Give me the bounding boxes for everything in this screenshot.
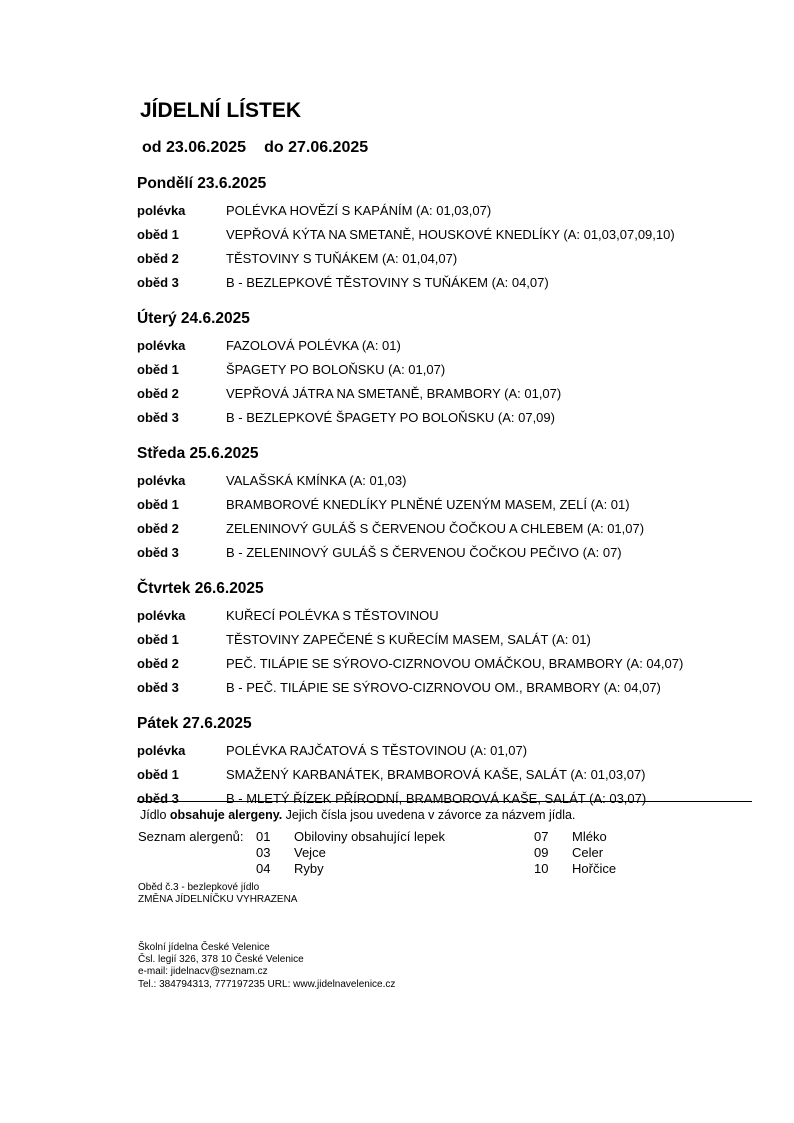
meal-label: oběd 3 [137,275,179,290]
allergen-number: 04 [256,861,271,876]
allergen-note-rest: Jejich čísla jsou uvedena v závorce za názvem jídla. [282,808,576,822]
meal-label: oběd 2 [137,251,179,266]
days-list [137,173,737,824]
meal-label: oběd 3 [137,410,179,425]
meal-row [137,199,737,223]
meal-name: POLÉVKA HOVĚZÍ S KAPÁNÍM (A: 01,03,07) [226,203,492,218]
meal-name: ŠPAGETY PO BOLOŇSKU (A: 01,07) [226,362,446,377]
footer-phone-url: Tel.: 384794313, 777197235 URL: www.jidelnavelenice.cz [138,978,396,990]
meal-name: TĚSTOVINY S TUŇÁKEM (A: 01,04,07) [226,251,458,266]
allergen-number: 10 [534,861,549,876]
meal-label: polévka [137,203,186,218]
allergen-column-right [534,829,616,877]
footer-name: Školní jídelna České Velenice [138,942,270,953]
meal-label: oběd 1 [137,227,179,242]
meal-row [137,541,737,565]
day-title: Pondělí 23.6.2025 [137,175,267,192]
allergen-number: 03 [256,845,271,860]
meal-label: oběd 3 [137,791,179,806]
allergen-item [256,861,445,877]
meal-name: BRAMBOROVÉ KNEDLÍKY PLNĚNÉ UZENÝM MASEM, ZELÍ (A: 01) [226,497,630,512]
meal-name: FAZOLOVÁ POLÉVKA (A: 01) [226,338,401,353]
day-section [137,308,737,430]
meal-row [137,223,737,247]
page-title: JÍDELNÍ LÍSTEK [140,99,302,122]
note-gluten-free: Oběd č.3 - bezlepkové jídlo [138,882,260,893]
meal-row [137,517,737,541]
meal-row [137,604,737,628]
day-title: Středa 25.6.2025 [137,445,259,462]
allergen-item [534,845,616,861]
meal-label: oběd 3 [137,680,179,695]
meal-row [137,358,737,382]
allergen-note-prefix: Jídlo [140,808,170,822]
meal-label: polévka [137,743,186,758]
meal-row [137,271,737,295]
day-section [137,173,737,295]
allergen-item [256,829,445,845]
meal-row [137,763,737,787]
day-section [137,443,737,565]
meal-name: B - BEZLEPKOVÉ TĚSTOVINY S TUŇÁKEM (A: 04,07) [226,275,549,290]
meal-name: ZELENINOVÝ GULÁŠ S ČERVENOU ČOČKOU A CHLEBEM (A: 01,07) [226,521,645,536]
period-to: do 27.06.2025 [264,139,369,156]
allergen-note-bold: obsahuje alergeny. [169,808,283,822]
meal-label: oběd 1 [137,767,179,782]
meal-name: B - ZELENINOVÝ GULÁŠ S ČERVENOU ČOČKOU PEČIVO (A: 07) [226,545,622,560]
meal-row [137,406,737,430]
day-section [137,578,737,700]
meal-row [137,739,737,763]
allergen-number: 07 [534,829,549,844]
allergen-list-label: Seznam alergenů: [138,829,244,844]
meal-label: oběd 2 [137,386,179,401]
menu-notes [138,882,297,906]
meal-name: B - BEZLEPKOVÉ ŠPAGETY PO BOLOŇSKU (A: 07,09) [226,410,555,425]
meal-label: polévka [137,338,186,353]
allergen-item [256,845,445,861]
meal-row [137,493,737,517]
meal-row [137,382,737,406]
meal-row [137,676,737,700]
meal-label: oběd 1 [137,362,179,377]
note-change-reserved: ZMĚNA JÍDELNÍČKU VYHRAZENA [138,894,298,905]
allergen-name: Ryby [294,861,324,876]
meal-name: PEČ. TILÁPIE SE SÝROVO-CIZRNOVOU OMÁČKOU, BRAMBORY (A: 04,07) [226,656,684,671]
day-title: Pátek 27.6.2025 [137,715,252,732]
allergen-name: Vejce [294,845,326,860]
meal-label: oběd 2 [137,656,179,671]
meal-label: oběd 2 [137,521,179,536]
meal-row [137,247,737,271]
allergen-name: Obiloviny obsahující lepek [294,829,446,844]
meal-name: KUŘECÍ POLÉVKA S TĚSTOVINOU [226,608,439,623]
meal-name: B - PEČ. TILÁPIE SE SÝROVO-CIZRNOVOU OM., BRAMBORY (A: 04,07) [226,680,661,695]
day-title: Úterý 24.6.2025 [137,310,250,327]
allergen-note [140,808,575,822]
allergen-name: Mléko [572,829,607,844]
allergen-item [534,861,616,877]
meal-label: oběd 1 [137,497,179,512]
meal-row [137,652,737,676]
allergen-column-left [256,829,445,877]
allergen-name: Hořčice [572,861,617,876]
meal-name: VEPŘOVÁ KÝTA NA SMETANĚ, HOUSKOVÉ KNEDLÍKY (A: 01,03,07,09,10) [226,227,675,242]
menu-period [142,139,386,157]
allergen-number: 01 [256,829,271,844]
meal-row [137,628,737,652]
period-from: od 23.06.2025 [142,139,247,156]
meal-label: oběd 1 [137,632,179,647]
meal-name: SMAŽENÝ KARBANÁTEK, BRAMBOROVÁ KAŠE, SALÁT (A: 01,03,07) [226,767,646,782]
allergen-name: Celer [572,845,604,860]
allergen-item [534,829,616,845]
meal-label: polévka [137,608,186,623]
meal-row [137,334,737,358]
footer-contact [138,942,395,991]
allergen-number: 09 [534,845,549,860]
meal-name: VEPŘOVÁ JÁTRA NA SMETANĚ, BRAMBORY (A: 01,07) [226,386,562,401]
meal-name: B - MLETÝ ŘÍZEK PŘÍRODNÍ, BRAMBOROVÁ KAŠE, SALÁT (A: 03,07) [226,791,647,806]
day-title: Čtvrtek 26.6.2025 [137,580,264,597]
meal-label: polévka [137,473,186,488]
footer-address: Čsl. legií 326, 378 10 České Velenice [138,954,304,966]
meal-name: POLÉVKA RAJČATOVÁ S TĚSTOVINOU (A: 01,07) [226,743,528,758]
day-section [137,713,737,811]
meal-name: TĚSTOVINY ZAPEČENÉ S KUŘECÍM MASEM, SALÁT (A: 01) [226,632,591,647]
meal-row [137,469,737,493]
meal-name: VALAŠSKÁ KMÍNKA (A: 01,03) [226,473,407,488]
divider [137,801,752,802]
footer-email: e-mail: jidelnacv@seznam.cz [138,966,268,978]
meal-label: oběd 3 [137,545,179,560]
